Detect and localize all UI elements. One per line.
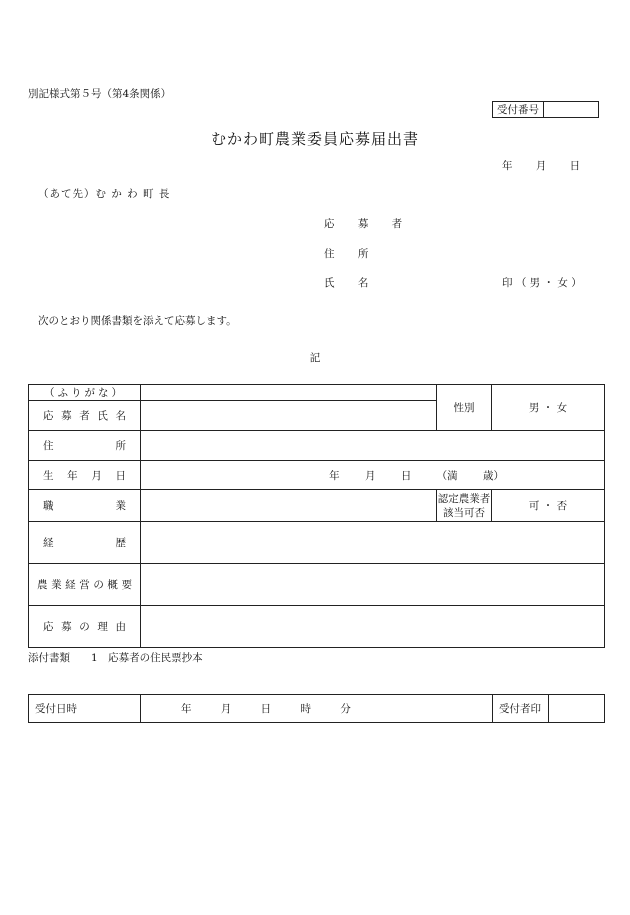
- address-field[interactable]: [141, 431, 605, 461]
- application-table-body: [28, 384, 605, 648]
- gender-options[interactable]: 男 ・ 女: [492, 385, 605, 431]
- career-field[interactable]: [141, 522, 605, 564]
- addressee: （あて先）む か わ 町 長: [38, 188, 171, 200]
- furigana-field[interactable]: [141, 385, 437, 401]
- receipt-datetime-label: 受付日時: [29, 695, 141, 723]
- intro-text: 次のとおり関係書類を添えて応募します。: [38, 315, 237, 327]
- form-id: 別記様式第５号（第4条関係）: [28, 88, 172, 100]
- ki-label: 記: [309, 352, 321, 364]
- receiver-seal-field[interactable]: [549, 695, 605, 723]
- applicant-name-label: 氏 名: [324, 277, 379, 289]
- certified-farmer-label-line1: 認定農業者: [437, 492, 491, 505]
- applicant-name-field[interactable]: [141, 401, 437, 431]
- attachments-note: 添付書類 1 応募者の住民票抄本: [28, 652, 203, 664]
- receiver-seal-label: 受付者印: [493, 695, 549, 723]
- address-label-cell: 住 所: [29, 431, 141, 461]
- reason-field[interactable]: [141, 606, 605, 648]
- receipt-datetime-field[interactable]: 年 月 日 時 分: [141, 695, 493, 723]
- receipt-number-field[interactable]: [544, 102, 599, 118]
- occupation-label-cell: 職 業: [29, 490, 141, 522]
- receipt-number-label: 受付番号: [493, 102, 544, 118]
- applicant-name-label-cell: 応募者氏名: [29, 401, 141, 431]
- receipt-table: [28, 694, 605, 723]
- reason-label-cell: 応募の理由: [29, 606, 141, 648]
- furigana-label: （ふりがな）: [29, 385, 141, 401]
- career-label-cell: 経 歴: [29, 522, 141, 564]
- farm-overview-field[interactable]: [141, 564, 605, 606]
- birthdate-label-cell: 生年月日: [29, 461, 141, 490]
- certified-farmer-label-line2: 該当可否: [443, 506, 485, 519]
- seal-gender-label: 印 （ 男 ・ 女 ）: [502, 277, 582, 289]
- occupation-field[interactable]: [141, 490, 437, 522]
- applicant-address-label: 住 所: [324, 248, 379, 260]
- page-title: むかわ町農業委員応募届出書: [210, 130, 419, 148]
- gender-label: 性別: [437, 385, 492, 431]
- applicant-label: 応 募 者: [324, 218, 413, 230]
- birthdate-field[interactable]: 年 月 日 （満 歳）: [141, 461, 605, 490]
- receipt-number-box: [492, 101, 599, 118]
- certified-options[interactable]: 可 ・ 否: [492, 490, 605, 522]
- submission-date[interactable]: 年 月 日: [502, 160, 581, 172]
- certified-farmer-label: [437, 490, 492, 522]
- farm-overview-label-cell: 農業経営の概要: [29, 564, 141, 606]
